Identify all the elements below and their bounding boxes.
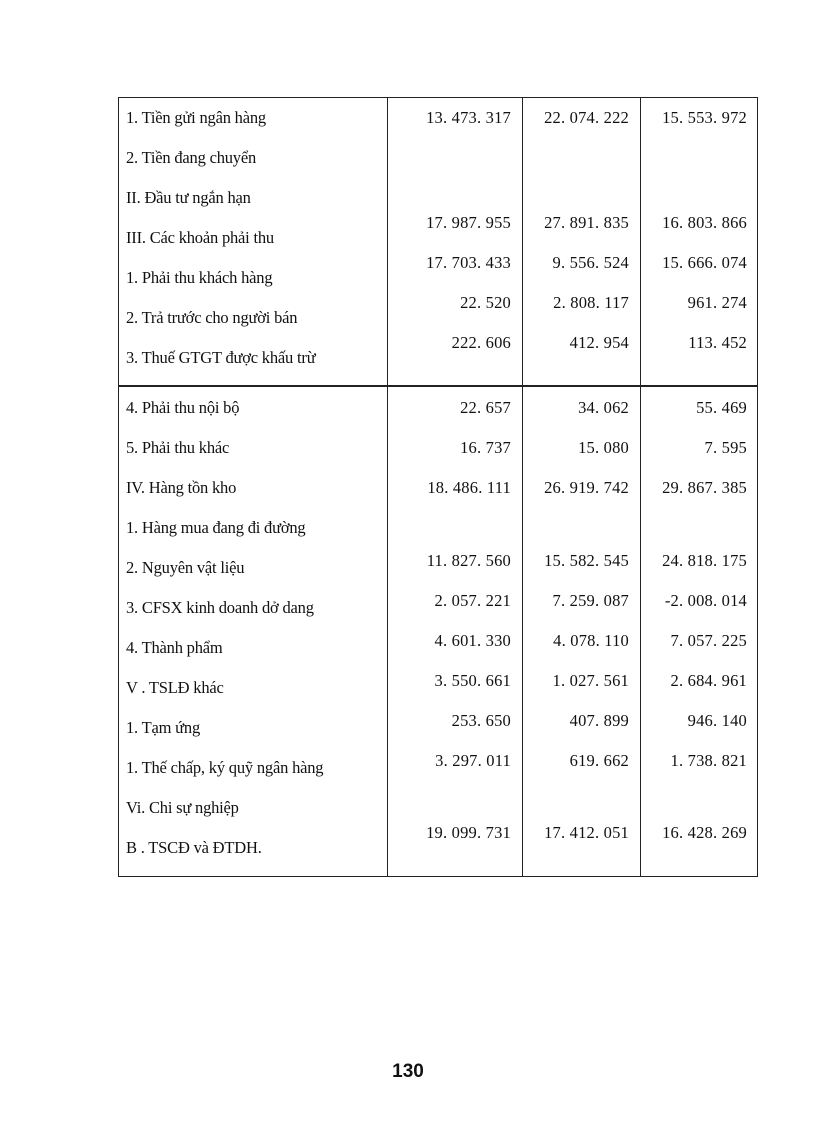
value-col1: 17. 987. 955: [426, 213, 511, 232]
value-col2: 26. 919. 742: [544, 478, 629, 497]
value-col2: 1. 027. 561: [552, 671, 629, 690]
table-row: [119, 751, 757, 781]
row-label: B . TSCĐ và ĐTDH.: [126, 838, 262, 857]
row-label: Vi. Chi sự nghiệp: [126, 798, 239, 817]
value-col1: 4. 601. 330: [434, 631, 511, 650]
value-col3: 2. 684. 961: [670, 671, 747, 690]
value-col3: 16. 428. 269: [662, 823, 747, 842]
value-col2: 7. 259. 087: [552, 591, 629, 610]
value-col2: 9. 556. 524: [552, 253, 629, 272]
value-col2: 407. 899: [569, 711, 629, 730]
row-label: II. Đầu tư ngắn hạn: [126, 188, 251, 207]
row-label: 1. Thế chấp, ký quỹ ngân hàng: [126, 758, 324, 777]
value-col3: 946. 140: [687, 711, 747, 730]
table-row: [119, 671, 757, 701]
value-col1: 19. 099. 731: [426, 823, 511, 842]
value-col2: 27. 891. 835: [544, 213, 629, 232]
row-label: 1. Tiền gửi ngân hàng: [126, 108, 266, 127]
row-label: 1. Phải thu khách hàng: [126, 268, 273, 287]
value-col1: 13. 473. 317: [426, 108, 511, 127]
value-col1: 2. 057. 221: [434, 591, 511, 610]
row-label: 4. Phải thu nội bộ: [126, 398, 240, 417]
value-col2: 619. 662: [569, 751, 629, 770]
value-col2: 34. 062: [578, 398, 629, 417]
table-row: [119, 333, 757, 367]
value-col3: 16. 803. 866: [662, 213, 747, 232]
value-col3: 55. 469: [696, 398, 747, 417]
value-col3: -2. 008. 014: [664, 591, 747, 610]
balance-sheet-table: [118, 97, 758, 877]
value-col1: 22. 520: [460, 293, 511, 312]
value-col3: 1. 738. 821: [670, 751, 747, 770]
row-label: 2. Tiền đang chuyển: [126, 148, 257, 167]
value-col1: 16. 737: [460, 438, 511, 457]
value-col2: 15. 582. 545: [544, 551, 629, 570]
row-label: 1. Tạm ứng: [126, 718, 201, 737]
value-col3: 24. 818. 175: [662, 551, 747, 570]
table-row: [119, 398, 757, 428]
value-col3: 15. 553. 972: [662, 108, 747, 127]
table-row: [119, 253, 757, 287]
table-row: [119, 148, 757, 178]
row-label: IV. Hàng tồn kho: [126, 478, 237, 497]
table-row: [119, 823, 757, 857]
row-label: 3. CFSX kinh doanh dở dang: [126, 598, 314, 617]
value-col1: 222. 606: [451, 333, 511, 352]
value-col1: 17. 703. 433: [426, 253, 511, 272]
value-col3: 7. 057. 225: [670, 631, 747, 650]
section-divider: [119, 385, 757, 387]
value-col3: 7. 595: [704, 438, 747, 457]
value-col2: 15. 080: [578, 438, 629, 457]
row-label: 2. Nguyên vật liệu: [126, 558, 245, 577]
page-number: 130: [392, 1061, 424, 1082]
table-row: [119, 518, 757, 548]
value-col1: 22. 657: [460, 398, 511, 417]
value-col1: 18. 486. 111: [427, 478, 511, 497]
table-row: [119, 293, 757, 327]
table-row: [119, 478, 757, 508]
value-col2: 412. 954: [569, 333, 629, 352]
table-row: [119, 108, 757, 138]
value-col2: 17. 412. 051: [544, 823, 629, 842]
value-col3: 15. 666. 074: [662, 253, 747, 272]
value-col1: 253. 650: [451, 711, 511, 730]
value-col2: 2. 808. 117: [553, 293, 629, 312]
row-label: 3. Thuế GTGT được khấu trừ: [126, 348, 316, 367]
value-col1: 11. 827. 560: [426, 551, 511, 570]
row-label: V . TSLĐ khác: [126, 678, 224, 697]
table-row: [119, 631, 757, 661]
value-col1: 3. 550. 661: [434, 671, 511, 690]
value-col3: 961. 274: [687, 293, 747, 312]
table-row: [119, 551, 757, 581]
table-row: [119, 591, 757, 621]
row-label: 5. Phải thu khác: [126, 438, 230, 457]
value-col3: 113. 452: [688, 333, 747, 352]
table-row: [119, 213, 757, 247]
table-row: [119, 711, 757, 741]
row-label: 1. Hàng mua đang đi đường: [126, 518, 306, 537]
table-row: [119, 438, 757, 468]
value-col3: 29. 867. 385: [662, 478, 747, 497]
value-col2: 22. 074. 222: [544, 108, 629, 127]
row-label: III. Các khoản phải thu: [126, 228, 274, 247]
value-col1: 3. 297. 011: [435, 751, 511, 770]
value-col2: 4. 078. 110: [553, 631, 629, 650]
row-label: 2. Trả trước cho người bán: [126, 308, 298, 327]
row-label: 4. Thành phẩm: [126, 638, 223, 657]
